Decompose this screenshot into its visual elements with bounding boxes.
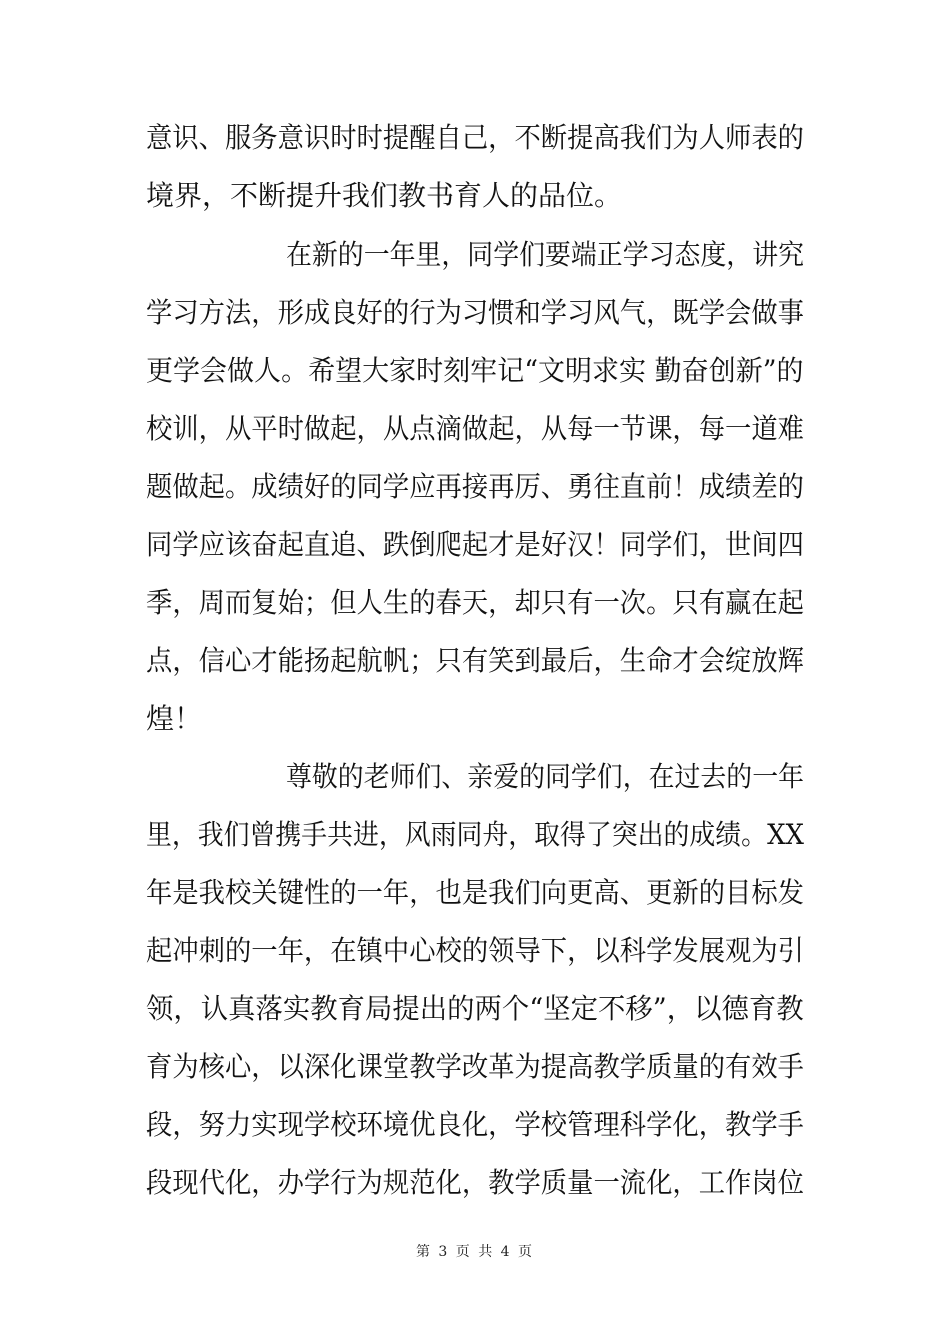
paragraph-line: 段现代化，办学行为规范化，教学质量一流化，工作岗位 <box>146 1166 805 1199</box>
paragraph-line: 境界，不断提升我们教书育人的品位。 <box>146 179 623 212</box>
paragraph-line: 里，我们曾携手共进，风雨同舟，取得了突出的成绩。XX <box>146 818 804 851</box>
paragraph-line: 在新的一年里，同学们要端正学习态度，讲究 <box>286 238 805 271</box>
paragraph-line: 更学会做人。希望大家时刻牢记“文明求实 勤奋创新”的 <box>146 354 804 387</box>
paragraph-line: 领，认真落实教育局提出的两个“坚定不移”，以德育教 <box>146 992 804 1025</box>
page-number-footer: 第 3 页 共 4 页 <box>415 1244 535 1260</box>
paragraph-line: 段，努力实现学校环境优良化，学校管理科学化，教学手 <box>146 1108 805 1141</box>
paragraph-line: 意识、服务意识时时提醒自己，不断提高我们为人师表的 <box>146 121 805 154</box>
paragraph-line: 点，信心才能扬起航帆；只有笑到最后，生命才会绽放辉 <box>146 644 805 677</box>
paragraph-line: 育为核心，以深化课堂教学改革为提高教学质量的有效手 <box>146 1050 805 1083</box>
paragraph-line: 校训，从平时做起，从点滴做起，从每一节课，每一道难 <box>146 412 805 445</box>
paragraph-line: 起冲刺的一年，在镇中心校的领导下，以科学发展观为引 <box>146 934 805 967</box>
paragraph-line: 学习方法，形成良好的行为习惯和学习风气，既学会做事 <box>146 296 805 329</box>
paragraph-line: 题做起。成绩好的同学应再接再厉、勇往直前！成绩差的 <box>146 470 805 503</box>
paragraph-line: 煌！ <box>146 702 203 735</box>
paragraph-line: 年是我校关键性的一年，也是我们向更高、更新的目标发 <box>146 876 805 909</box>
paragraph-line: 同学应该奋起直追、跌倒爬起才是好汉！同学们，世间四 <box>146 528 805 561</box>
paragraph-line: 季，周而复始；但人生的春天，却只有一次。只有赢在起 <box>146 586 805 619</box>
paragraph-line: 尊敬的老师们、亲爱的同学们，在过去的一年 <box>286 760 805 793</box>
